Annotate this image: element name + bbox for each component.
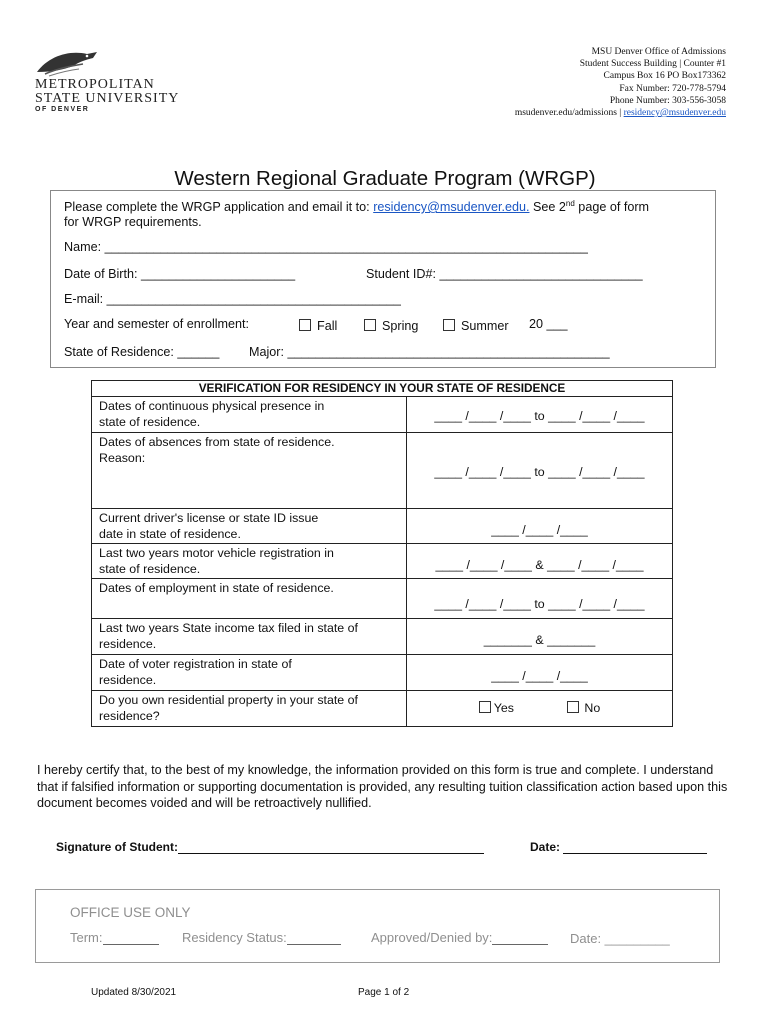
fall-option[interactable]: Fall [299, 319, 337, 333]
spring-option[interactable]: Spring [364, 319, 418, 333]
contact-web: msudenver.edu/admissions | residency@msudenver.edu [514, 108, 726, 119]
enrollment-label: Year and semester of enrollment: [64, 317, 250, 331]
roadrunner-logo-icon [35, 48, 105, 78]
major-field[interactable]: Major: ______________________________________________ [249, 345, 610, 359]
summer-option[interactable]: Summer [443, 319, 509, 333]
property-yes-option[interactable]: Yes [479, 701, 514, 715]
email-field[interactable]: E-mail: __________________________________________ [64, 292, 401, 306]
logo-line1: METROPOLITAN [35, 77, 155, 92]
vehicle-registration-field[interactable]: ____ /____ /____ & ____ /____ /____ [407, 544, 673, 579]
contact-box: Campus Box 16 PO Box173362 [603, 71, 726, 82]
summer-checkbox[interactable] [443, 319, 455, 331]
intro-line2: for WRGP requirements. [64, 215, 202, 229]
row-label: Dates of employment in state of residence. [92, 579, 407, 619]
table-row [92, 691, 673, 727]
signature-date-field[interactable] [563, 841, 707, 854]
contact-fax: Fax Number: 720-778-5794 [619, 83, 726, 94]
table-header: VERIFICATION FOR RESIDENCY IN YOUR STATE OF RESIDENCE [92, 381, 673, 397]
university-logo [35, 48, 180, 118]
row-label: Last two years motor vehicle registration in state of residence. [92, 544, 407, 579]
office-use-box [35, 889, 720, 963]
verification-table [91, 380, 673, 727]
page-number: Page 1 of 2 [358, 987, 410, 998]
table-row [92, 619, 673, 655]
row-label: Do you own residential property in your state of residence? [92, 691, 407, 727]
contact-office: MSU Denver Office of Admissions [591, 47, 726, 57]
intro-line1: Please complete the WRGP application and email it to: residency@msudenver.edu. See 2nd page of form [64, 199, 650, 215]
signature-label: Signature of Student: [56, 840, 178, 854]
contact-building: Student Success Building | Counter #1 [579, 59, 726, 70]
signature-row [56, 840, 484, 854]
name-field[interactable]: Name: _____________________________________________________________________ [64, 240, 588, 254]
employment-dates-field[interactable]: ____ /____ /____ to ____ /____ /____ [407, 579, 673, 619]
row-label: Current driver's license or state ID issue date in state of residence. [92, 509, 407, 544]
office-date-field[interactable]: Date: _________ [570, 931, 670, 946]
table-row [92, 397, 673, 433]
approved-denied-field[interactable]: Approved/Denied by: [371, 930, 548, 945]
dob-field[interactable]: Date of Birth: ______________________ [64, 267, 296, 281]
table-row [92, 544, 673, 579]
table-row [92, 655, 673, 691]
residency-status-field[interactable]: Residency Status: [182, 930, 341, 945]
state-residence-field[interactable]: State of Residence: ______ [64, 345, 220, 359]
contact-phone: Phone Number: 303-556-3058 [609, 95, 726, 106]
row-label: Date of voter registration in state of residence. [92, 655, 407, 691]
table-header-row [92, 381, 673, 397]
absence-dates-field[interactable]: ____ /____ /____ to ____ /____ /____ [407, 433, 673, 509]
form-title: Western Regional Graduate Program (WRGP) [174, 167, 596, 190]
signature-field[interactable] [178, 841, 484, 854]
row-label: Dates of absences from state of residence. Reason: [92, 433, 407, 509]
row-label: Last two years State income tax filed in state of residence. [92, 619, 407, 655]
voter-registration-field[interactable]: ____ /____ /____ [407, 655, 673, 691]
updated-date: Updated 8/30/2021 [91, 987, 177, 998]
fall-checkbox[interactable] [299, 319, 311, 331]
property-no-option[interactable]: No [567, 701, 600, 715]
table-row [92, 509, 673, 544]
contact-info [515, 46, 726, 119]
table-row [92, 579, 673, 619]
property-ownership-field [407, 691, 673, 727]
property-no-checkbox[interactable] [567, 701, 579, 713]
signature-date-row [530, 840, 707, 854]
contact-email-link[interactable]: residency@msudenver.edu [623, 108, 726, 119]
license-date-field[interactable]: ____ /____ /____ [407, 509, 673, 544]
application-box [50, 190, 716, 368]
signature-date-label: Date: [530, 840, 561, 854]
property-yes-checkbox[interactable] [479, 701, 491, 713]
presence-dates-field[interactable]: ____ /____ /____ to ____ /____ /____ [407, 397, 673, 433]
logo-line3: OF DENVER [35, 106, 90, 113]
income-tax-field[interactable]: _______ & _______ [407, 619, 673, 655]
row-label: Dates of continuous physical presence in state of residence. [92, 397, 407, 433]
spring-checkbox[interactable] [364, 319, 376, 331]
term-field[interactable]: Term: [70, 930, 159, 945]
table-row [92, 433, 673, 509]
logo-line2: STATE UNIVERSITY [35, 91, 180, 106]
residency-email-link[interactable]: residency@msudenver.edu. [373, 200, 530, 215]
office-heading: OFFICE USE ONLY [70, 905, 191, 920]
year-field[interactable]: 20 ___ [529, 317, 568, 331]
certification-statement: I hereby certify that, to the best of my knowledge, the information provided on this form is true and complete. I understand that if falsified information or supporting documentation is provided, any resulting tuition classification action based upon this document becomes voided and will be retroactively nullified. [37, 763, 728, 810]
student-id-field[interactable]: Student ID#: _____________________________ [366, 267, 643, 281]
